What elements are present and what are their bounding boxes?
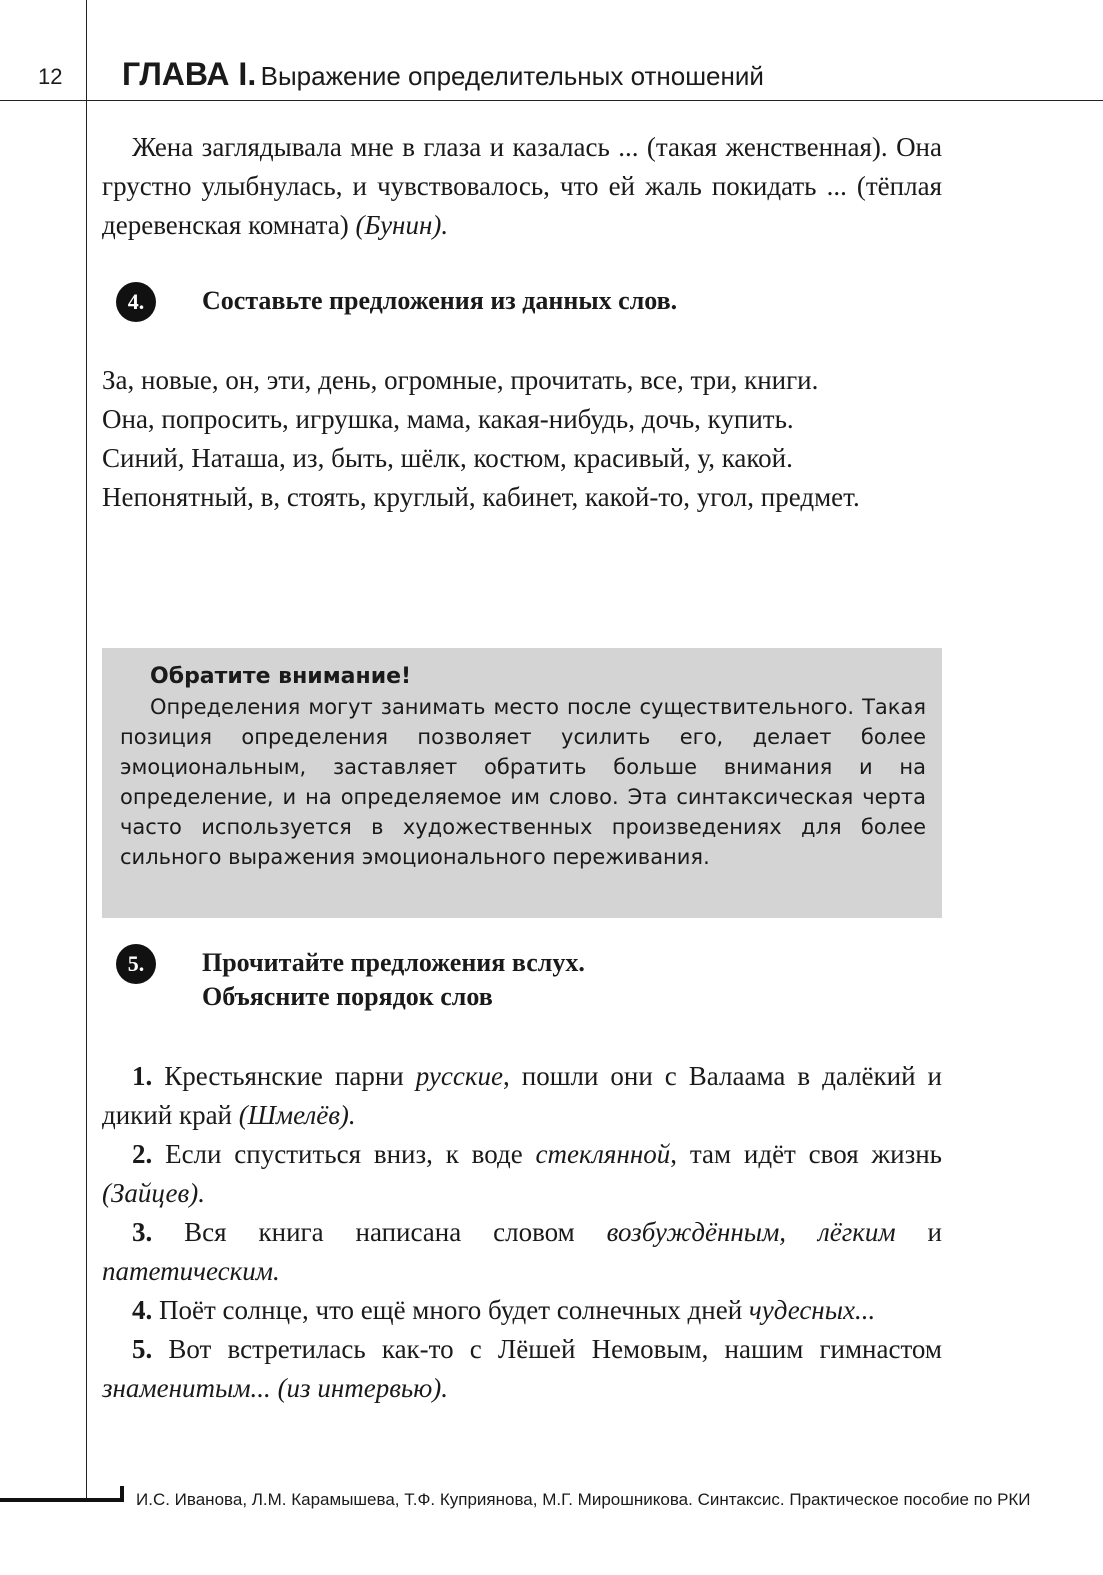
chapter-title: Выражение определительных отношений (260, 61, 764, 91)
task-4-word-lists (102, 361, 942, 517)
task-4-number-badge: 4. (116, 282, 156, 322)
page-margin-line (86, 0, 87, 1498)
running-header (122, 56, 764, 93)
task-5-instruction: Прочитайте предложения вслух. Объясните порядок слов (202, 948, 585, 1011)
header-rule (0, 100, 1103, 101)
top-paragraph-source: (Бунин). (355, 210, 449, 240)
chapter-label: ГЛАВА I. (122, 56, 257, 92)
note-text: Определения могут занимать место после существительного. Такая позиция определения позволяет усилить его, делает более эмоциональным, заставляет обратить больше внимания и на определение, и на определяемое им слово. Эта синтаксическая черта часто используется в художественных произведениях для более сильного выражения эмоционального переживания. (120, 695, 926, 869)
example-sentence: 4. Поёт солнце, что ещё много будет солнечных дней чудесных... (132, 1295, 876, 1325)
task-4-instruction: Составьте предложения из данных слов. (202, 286, 678, 315)
footer-rule (0, 1498, 124, 1502)
footer-tick (120, 1486, 124, 1502)
example-sentence: 5. Вот встретилась как-то с Лёшей Немовым, нашим гимнастом знаменитым... (из интервью). (102, 1334, 942, 1403)
top-paragraph-text: Жена заглядывала мне в глаза и казалась ... (такая женственная). Она грустно улыбнулась, и чувствовалось, что ей жаль покидать ... (тёплая деревенская комната) (102, 132, 942, 240)
word-list-line: Синий, Наташа, из, быть, шёлк, костюм, красивый, у, какой. (102, 443, 793, 473)
example-sentence: 3. Вся книга написана словом возбуждённым, лёгким и патетическим. (102, 1217, 942, 1286)
page-number: 12 (38, 64, 63, 89)
word-list-line: Непонятный, в, стоять, круглый, кабинет, какой-то, угол, предмет. (102, 482, 860, 512)
example-sentence: 2. Если спуститься вниз, к воде стеклянной, там идёт своя жизнь (Зайцев). (102, 1139, 942, 1208)
note-title: Обратите внимание! (150, 664, 412, 689)
word-list-line: Она, попросить, игрушка, мама, какая-нибудь, дочь, купить. (102, 404, 794, 434)
task-5-number-badge: 5. (116, 944, 156, 984)
attention-note-box (102, 648, 942, 918)
top-paragraph (102, 128, 942, 245)
word-list-line: За, новые, он, эти, день, огромные, прочитать, все, три, книги. (102, 365, 819, 395)
task-5-examples (102, 1057, 942, 1408)
footer-citation: И.С. Иванова, Л.М. Карамышева, Т.Ф. Куприянова, М.Г. Мирошникова. Синтаксис. Практическое пособие по РКИ (136, 1490, 1031, 1509)
example-sentence: 1. Крестьянские парни русские, пошли они с Валаама в далёкий и дикий край (Шмелёв). (102, 1061, 942, 1130)
